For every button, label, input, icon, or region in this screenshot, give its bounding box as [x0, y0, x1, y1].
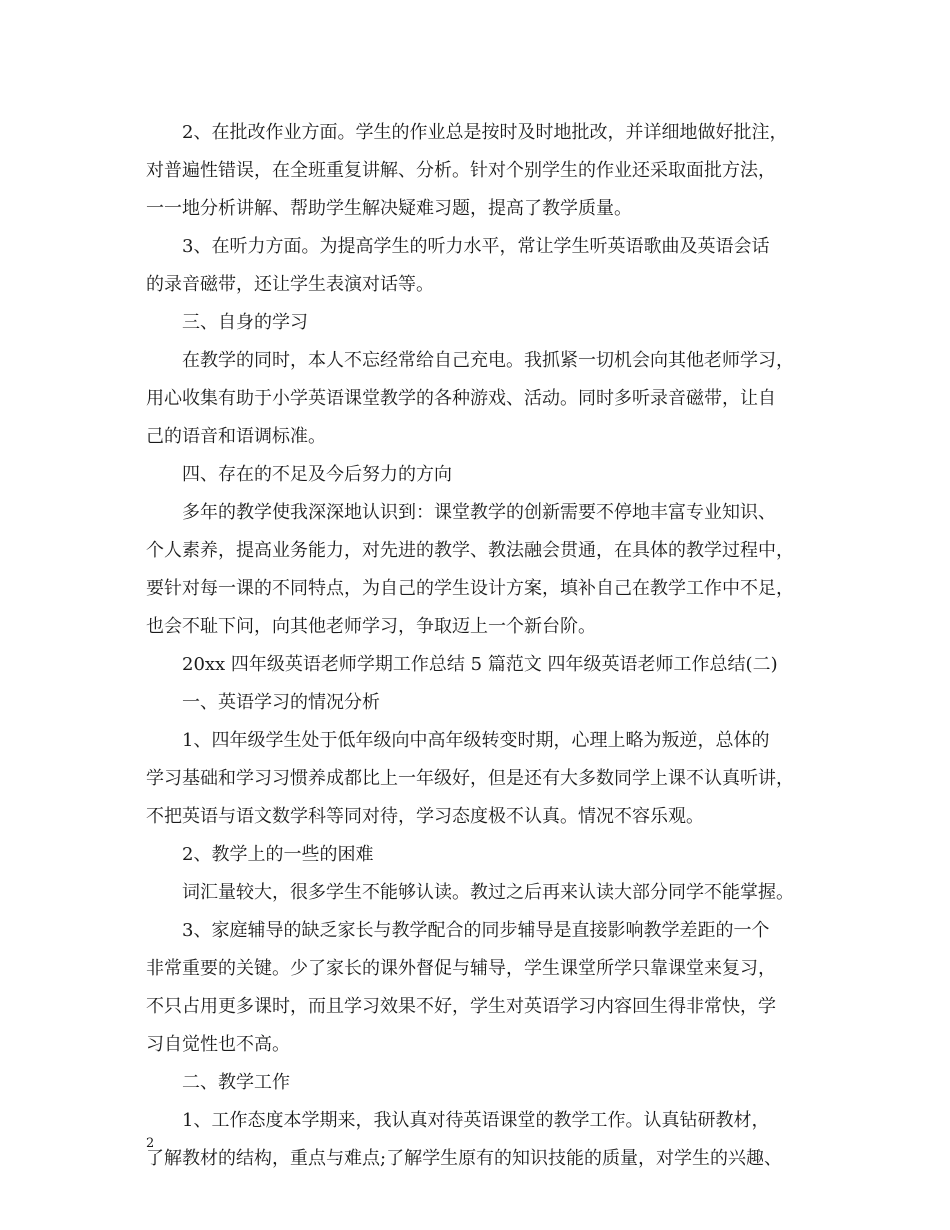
text-line: 要针对每一课的不同特点，为自己的学生设计方案，填补自己在教学工作中不足， — [146, 578, 794, 599]
text-line: 也会不耻下问，向其他老师学习，争取迈上一个新台阶。 — [146, 616, 596, 637]
text-line: 2、在批改作业方面。学生的作业总是按时及时地批改，并详细地做好批注， — [182, 122, 788, 143]
text-line: 3、在听力方面。为提高学生的听力水平，常让学生听英语歌曲及英语会话 — [182, 236, 770, 257]
text-line: 不只占用更多课时，而且学习效果不好，学生对英语学习内容回生得非常快，学 — [146, 996, 776, 1017]
text-line: 个人素养，提高业务能力，对先进的教学、教法融会贯通，在具体的教学过程中， — [146, 540, 794, 561]
text-line: 1、工作态度本学期来，我认真对待英语课堂的教学工作。认真钻研教材， — [182, 1110, 770, 1131]
text-line: 学习基础和学习习惯养成都比上一年级好，但是还有大多数同学上课不认真听讲， — [146, 768, 794, 789]
text-line: 3、家庭辅导的缺乏家长与教学配合的同步辅导是直接影响教学差距的一个 — [182, 920, 770, 941]
text-line: 非常重要的关键。少了家长的课外督促与辅导，学生课堂所学只靠课堂来复习， — [146, 958, 776, 979]
text-line: 二、教学工作 — [182, 1072, 290, 1093]
text-line: 在教学的同时，本人不忘经常给自己充电。我抓紧一切机会向其他老师学习， — [182, 350, 794, 371]
text-line: 己的语音和语调标准。 — [146, 426, 326, 447]
text-line: 用心收集有助于小学英语课堂教学的各种游戏、活动。同时多听录音磁带，让自 — [146, 388, 776, 409]
text-line: 20xx 四年级英语老师学期工作总结 5 篇范文 四年级英语老师工作总结(二) — [182, 654, 778, 675]
text-line: 对普遍性错误，在全班重复讲解、分析。针对个别学生的作业还采取面批方法， — [146, 160, 776, 181]
text-line: 三、自身的学习 — [182, 312, 308, 333]
text-line: 一、英语学习的情况分析 — [182, 692, 380, 713]
text-line: 多年的教学使我深深地认识到：课堂教学的创新需要不停地丰富专业知识、 — [182, 502, 776, 523]
text-line: 了解教材的结构，重点与难点;了解学生原有的知识技能的质量，对学生的兴趣、 — [146, 1148, 783, 1169]
text-line: 的录音磁带，还让学生表演对话等。 — [146, 274, 434, 295]
document-body — [146, 114, 826, 1178]
text-line: 习自觉性也不高。 — [146, 1034, 290, 1055]
page-number: 2 — [146, 1136, 155, 1151]
text-line: 一一地分析讲解、帮助学生解决疑难习题，提高了教学质量。 — [146, 198, 632, 219]
text-line: 四、存在的不足及今后努力的方向 — [182, 464, 452, 485]
text-line: 词汇量较大，很多学生不能够认读。教过之后再来认读大部分同学不能掌握。 — [182, 882, 794, 903]
text-line: 不把英语与语文数学科等同对待，学习态度极不认真。情况不容乐观。 — [146, 806, 704, 827]
text-line: 2、教学上的一些的困难 — [182, 844, 374, 865]
text-line: 1、四年级学生处于低年级向中高年级转变时期，心理上略为叛逆，总体的 — [182, 730, 770, 751]
